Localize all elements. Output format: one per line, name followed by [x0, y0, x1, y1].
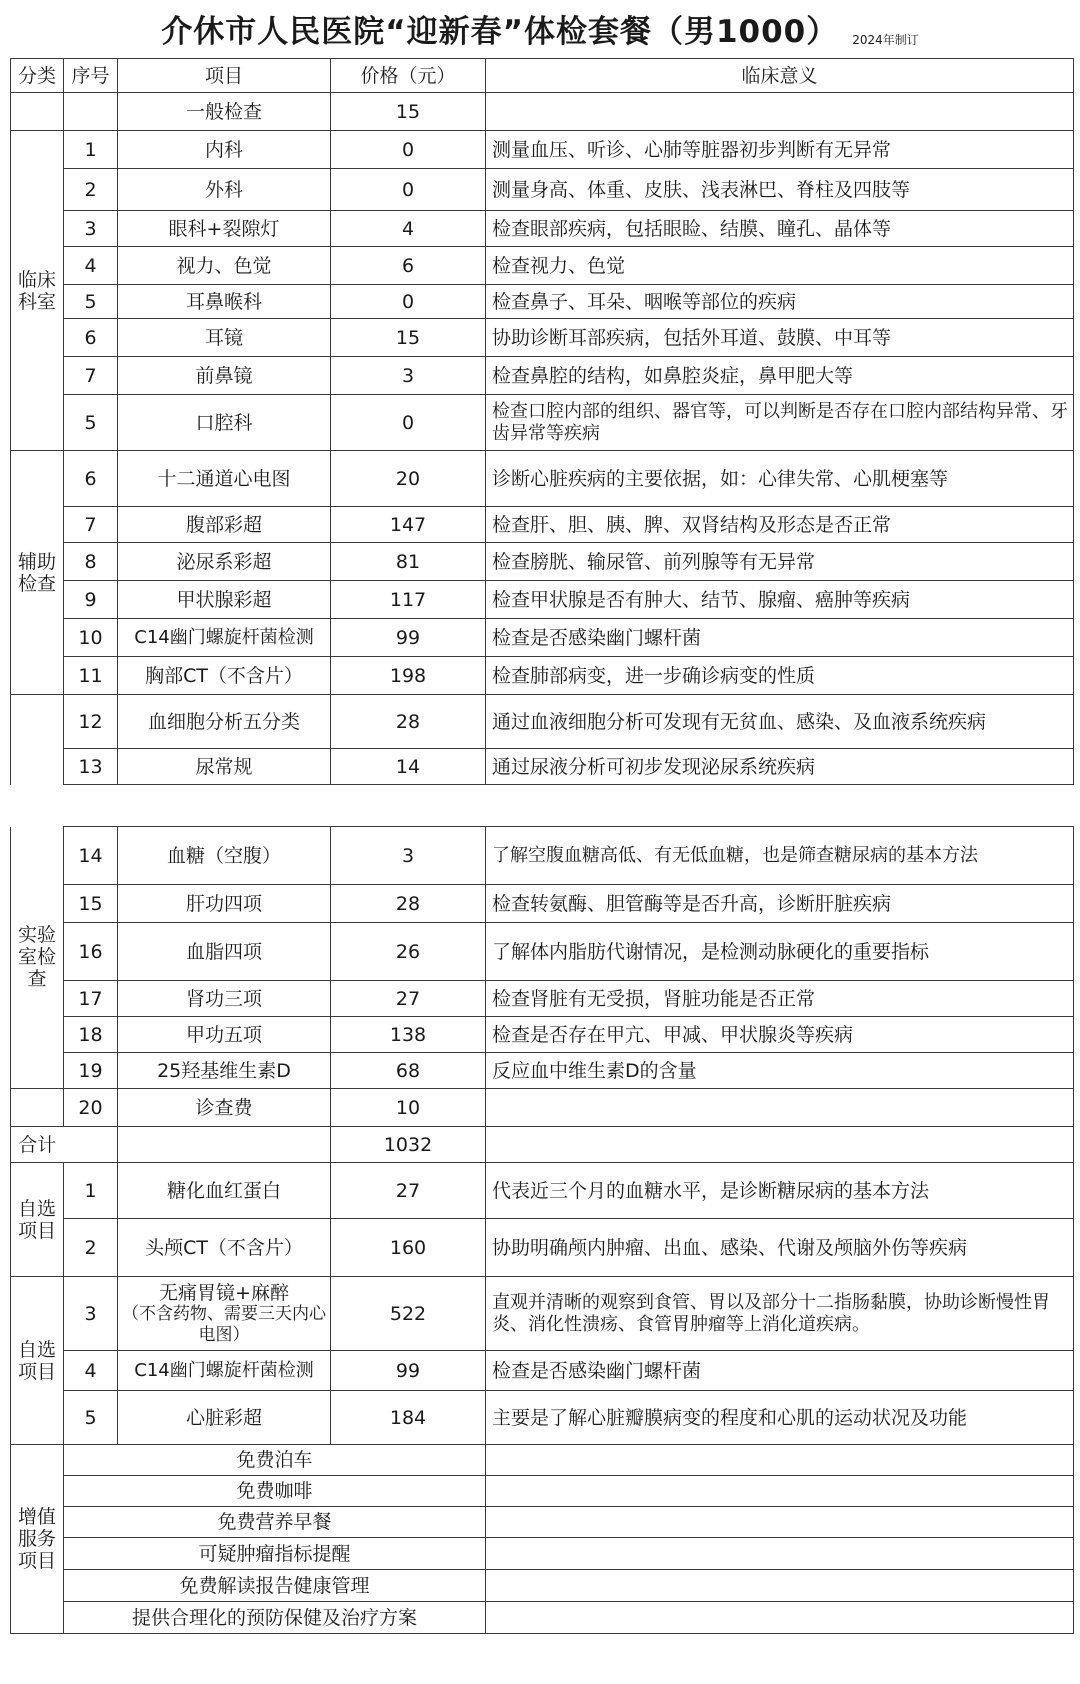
no-cell: 16	[64, 923, 118, 981]
table-row	[11, 749, 1074, 785]
table-row	[11, 923, 1074, 981]
service-item: 免费营养早餐	[64, 1507, 486, 1538]
meaning-cell: 检查口腔内部的组织、器官等，可以判断是否存在口腔内部结构异常、牙齿异常等疾病	[486, 395, 1074, 451]
price-cell: 81	[331, 543, 486, 581]
table-row	[11, 169, 1074, 211]
no-cell: 11	[64, 657, 118, 695]
total-price: 1032	[331, 1127, 486, 1163]
price-cell: 147	[331, 507, 486, 543]
no-cell: 2	[64, 169, 118, 211]
meaning-cell: 检查转氨酶、胆管酶等是否升高，诊断肝脏疾病	[486, 885, 1074, 923]
table-row	[11, 827, 1074, 885]
category-cell-empty	[11, 1089, 64, 1127]
meaning-cell: 测量血压、听诊、心肺等脏器初步判断有无异常	[486, 131, 1074, 169]
item-cell: 一般检查	[118, 93, 331, 131]
meaning-cell: 了解空腹血糖高低、有无低血糖，也是筛查糖尿病的基本方法	[486, 827, 1074, 885]
table-row	[11, 507, 1074, 543]
price-cell: 0	[331, 285, 486, 319]
document-title	[0, 6, 1080, 58]
no-cell: 8	[64, 543, 118, 581]
no-cell: 7	[64, 507, 118, 543]
price-cell: 0	[331, 169, 486, 211]
service-item: 免费咖啡	[64, 1476, 486, 1507]
item-cell: 血脂四项	[118, 923, 331, 981]
table-row-optional	[11, 1391, 1074, 1445]
meaning-cell-empty	[486, 93, 1074, 131]
header-no: 序号	[64, 59, 118, 93]
service-meaning-empty	[486, 1476, 1074, 1507]
price-cell: 15	[331, 93, 486, 131]
item-cell: 甲状腺彩超	[118, 581, 331, 619]
price-cell: 28	[331, 695, 486, 749]
service-item: 提供合理化的预防保健及治疗方案	[64, 1602, 486, 1634]
service-meaning-empty	[486, 1570, 1074, 1602]
no-cell: 4	[64, 247, 118, 285]
price-cell: 27	[331, 981, 486, 1017]
item-cell: 糖化血红蛋白	[118, 1163, 331, 1219]
item-cell: 血糖（空腹）	[118, 827, 331, 885]
table-row-total	[11, 1127, 1074, 1163]
meaning-cell: 检查眼部疾病，包括眼睑、结膜、瞳孔、晶体等	[486, 211, 1074, 247]
no-cell: 17	[64, 981, 118, 1017]
category-cell-empty	[11, 93, 64, 131]
price-cell: 15	[331, 319, 486, 357]
header-meaning: 临床意义	[486, 59, 1074, 93]
meaning-cell: 检查肾脏有无受损，肾脏功能是否正常	[486, 981, 1074, 1017]
no-cell-empty	[64, 1127, 118, 1163]
item-cell: 耳镜	[118, 319, 331, 357]
price-cell: 6	[331, 247, 486, 285]
item-cell: 口腔科	[118, 395, 331, 451]
table-row-service	[11, 1602, 1074, 1634]
table-row	[11, 543, 1074, 581]
item-note: （不含药物、需要三天内心电图）	[122, 1303, 326, 1345]
no-cell: 5	[64, 395, 118, 451]
table-row-optional	[11, 1219, 1074, 1277]
meaning-cell: 检查鼻腔的结构，如鼻腔炎症，鼻甲肥大等	[486, 357, 1074, 395]
no-cell: 20	[64, 1089, 118, 1127]
no-cell-empty	[64, 93, 118, 131]
price-cell: 184	[331, 1391, 486, 1445]
table-row	[11, 1089, 1074, 1127]
meaning-cell: 检查是否感染幽门螺杆菌	[486, 619, 1074, 657]
table-row	[11, 1017, 1074, 1053]
item-cell: 尿常规	[118, 749, 331, 785]
price-cell: 28	[331, 885, 486, 923]
item-name: 无痛胃镜+麻醉	[159, 1281, 289, 1304]
table-row-optional	[11, 1277, 1074, 1351]
table-row-service	[11, 1538, 1074, 1570]
item-cell: 外科	[118, 169, 331, 211]
category-cell-continued	[11, 695, 64, 785]
service-item: 免费泊车	[64, 1445, 486, 1476]
meaning-cell: 协助诊断耳部疾病，包括外耳道、鼓膜、中耳等	[486, 319, 1074, 357]
item-cell: 耳鼻喉科	[118, 285, 331, 319]
table-row	[11, 285, 1074, 319]
price-cell: 138	[331, 1017, 486, 1053]
item-cell: 十二通道心电图	[118, 451, 331, 507]
item-cell: 胸部CT（不含片）	[118, 657, 331, 695]
table-row	[11, 451, 1074, 507]
meaning-cell: 直观并清晰的观察到食管、胃以及部分十二指肠黏膜，协助诊断慢性胃炎、消化性溃疡、食管胃肿瘤等上消化道疾病。	[486, 1277, 1074, 1351]
no-cell: 3	[64, 1277, 118, 1351]
item-cell-gastroscopy	[118, 1277, 331, 1351]
no-cell: 13	[64, 749, 118, 785]
no-cell: 10	[64, 619, 118, 657]
table-row	[11, 581, 1074, 619]
no-cell: 1	[64, 131, 118, 169]
table-row-service	[11, 1570, 1074, 1602]
item-cell: 泌尿系彩超	[118, 543, 331, 581]
no-cell: 1	[64, 1163, 118, 1219]
item-cell: 肾功三项	[118, 981, 331, 1017]
table-row-service	[11, 1507, 1074, 1538]
checkup-table-lower	[10, 826, 1074, 1634]
category-total: 合计	[11, 1127, 64, 1163]
meaning-cell: 通过尿液分析可初步发现泌尿系统疾病	[486, 749, 1074, 785]
no-cell: 5	[64, 285, 118, 319]
table-row	[11, 395, 1074, 451]
no-cell: 5	[64, 1391, 118, 1445]
price-cell: 20	[331, 451, 486, 507]
meaning-cell: 通过血液细胞分析可发现有无贫血、感染、及血液系统疾病	[486, 695, 1074, 749]
meaning-cell: 测量身高、体重、皮肤、浅表淋巴、脊柱及四肢等	[486, 169, 1074, 211]
header-price: 价格（元）	[331, 59, 486, 93]
table-row-service	[11, 1476, 1074, 1507]
meaning-cell: 检查是否感染幽门螺杆菌	[486, 1351, 1074, 1391]
item-cell: 肝功四项	[118, 885, 331, 923]
service-meaning-empty	[486, 1445, 1074, 1476]
price-cell: 117	[331, 581, 486, 619]
meaning-cell-empty	[486, 1127, 1074, 1163]
item-cell: 前鼻镜	[118, 357, 331, 395]
table-header-row	[11, 59, 1074, 93]
item-cell: 25羟基维生素D	[118, 1053, 331, 1089]
service-meaning-empty	[486, 1507, 1074, 1538]
no-cell: 19	[64, 1053, 118, 1089]
table-row	[11, 211, 1074, 247]
service-item: 可疑肿瘤指标提醒	[64, 1538, 486, 1570]
no-cell: 14	[64, 827, 118, 885]
no-cell: 3	[64, 211, 118, 247]
meaning-cell: 检查视力、色觉	[486, 247, 1074, 285]
item-cell: 甲功五项	[118, 1017, 331, 1053]
price-cell: 0	[331, 131, 486, 169]
title-main: 介休市人民医院“迎新春”体检套餐（男1000）	[161, 14, 839, 50]
item-cell-empty	[118, 1127, 331, 1163]
category-auxiliary: 辅助检查	[11, 451, 64, 695]
no-cell: 4	[64, 1351, 118, 1391]
table-row-service	[11, 1445, 1074, 1476]
table-row-optional	[11, 1163, 1074, 1219]
no-cell: 6	[64, 319, 118, 357]
header-item: 项目	[118, 59, 331, 93]
price-cell: 26	[331, 923, 486, 981]
meaning-cell: 代表近三个月的血糖水平，是诊断糖尿病的基本方法	[486, 1163, 1074, 1219]
no-cell: 12	[64, 695, 118, 749]
header-category: 分类	[11, 59, 64, 93]
no-cell: 2	[64, 1219, 118, 1277]
meaning-cell: 诊断心脏疾病的主要依据，如：心律失常、心肌梗塞等	[486, 451, 1074, 507]
category-optional-1: 自选项目	[11, 1163, 64, 1277]
item-cell: 血细胞分析五分类	[118, 695, 331, 749]
no-cell: 15	[64, 885, 118, 923]
meaning-cell: 主要是了解心脏瓣膜病变的程度和心肌的运动状况及功能	[486, 1391, 1074, 1445]
no-cell: 18	[64, 1017, 118, 1053]
category-laboratory: 实验室检查	[11, 827, 64, 1089]
item-cell: C14幽门螺旋杆菌检测	[118, 619, 331, 657]
service-item: 免费解读报告健康管理	[64, 1570, 486, 1602]
table-row	[11, 247, 1074, 285]
no-cell: 9	[64, 581, 118, 619]
price-cell: 10	[331, 1089, 486, 1127]
meaning-cell: 检查肝、胆、胰、脾、双肾结构及形态是否正常	[486, 507, 1074, 543]
table-row	[11, 695, 1074, 749]
price-cell: 14	[331, 749, 486, 785]
item-cell: 诊查费	[118, 1089, 331, 1127]
meaning-cell: 了解体内脂肪代谢情况，是检测动脉硬化的重要指标	[486, 923, 1074, 981]
table-row-optional	[11, 1351, 1074, 1391]
table-row	[11, 131, 1074, 169]
price-cell: 99	[331, 1351, 486, 1391]
title-date: 2024年制订	[852, 32, 919, 47]
item-cell: C14幽门螺旋杆菌检测	[118, 1351, 331, 1391]
meaning-cell	[486, 1089, 1074, 1127]
meaning-cell: 检查甲状腺是否有肿大、结节、腺瘤、癌肿等疾病	[486, 581, 1074, 619]
meaning-cell: 反应血中维生素D的含量	[486, 1053, 1074, 1089]
item-cell: 视力、色觉	[118, 247, 331, 285]
item-cell: 头颅CT（不含片）	[118, 1219, 331, 1277]
category-optional-2: 自选项目	[11, 1277, 64, 1445]
item-cell: 心脏彩超	[118, 1391, 331, 1445]
meaning-cell: 检查膀胱、输尿管、前列腺等有无异常	[486, 543, 1074, 581]
price-cell: 198	[331, 657, 486, 695]
price-cell: 4	[331, 211, 486, 247]
price-cell: 3	[331, 357, 486, 395]
meaning-cell: 检查肺部病变，进一步确诊病变的性质	[486, 657, 1074, 695]
price-cell: 99	[331, 619, 486, 657]
table-row	[11, 619, 1074, 657]
table-row	[11, 1053, 1074, 1089]
meaning-cell: 检查是否存在甲亢、甲减、甲状腺炎等疾病	[486, 1017, 1074, 1053]
price-cell: 522	[331, 1277, 486, 1351]
service-meaning-empty	[486, 1538, 1074, 1570]
price-cell: 68	[331, 1053, 486, 1089]
table-row-general	[11, 93, 1074, 131]
price-cell: 3	[331, 827, 486, 885]
category-service: 增值服务项目	[11, 1445, 64, 1634]
meaning-cell: 检查鼻子、耳朵、咽喉等部位的疾病	[486, 285, 1074, 319]
table-row	[11, 885, 1074, 923]
price-cell: 0	[331, 395, 486, 451]
table-row	[11, 357, 1074, 395]
service-meaning-empty	[486, 1602, 1074, 1634]
table-row	[11, 981, 1074, 1017]
meaning-cell: 协助明确颅内肿瘤、出血、感染、代谢及颅脑外伤等疾病	[486, 1219, 1074, 1277]
item-cell: 腹部彩超	[118, 507, 331, 543]
checkup-table-upper	[10, 58, 1074, 785]
category-clinical: 临床科室	[11, 131, 64, 451]
item-cell: 眼科+裂隙灯	[118, 211, 331, 247]
price-cell: 160	[331, 1219, 486, 1277]
no-cell: 6	[64, 451, 118, 507]
no-cell: 7	[64, 357, 118, 395]
price-cell: 27	[331, 1163, 486, 1219]
table-row	[11, 657, 1074, 695]
table-row	[11, 319, 1074, 357]
item-cell: 内科	[118, 131, 331, 169]
